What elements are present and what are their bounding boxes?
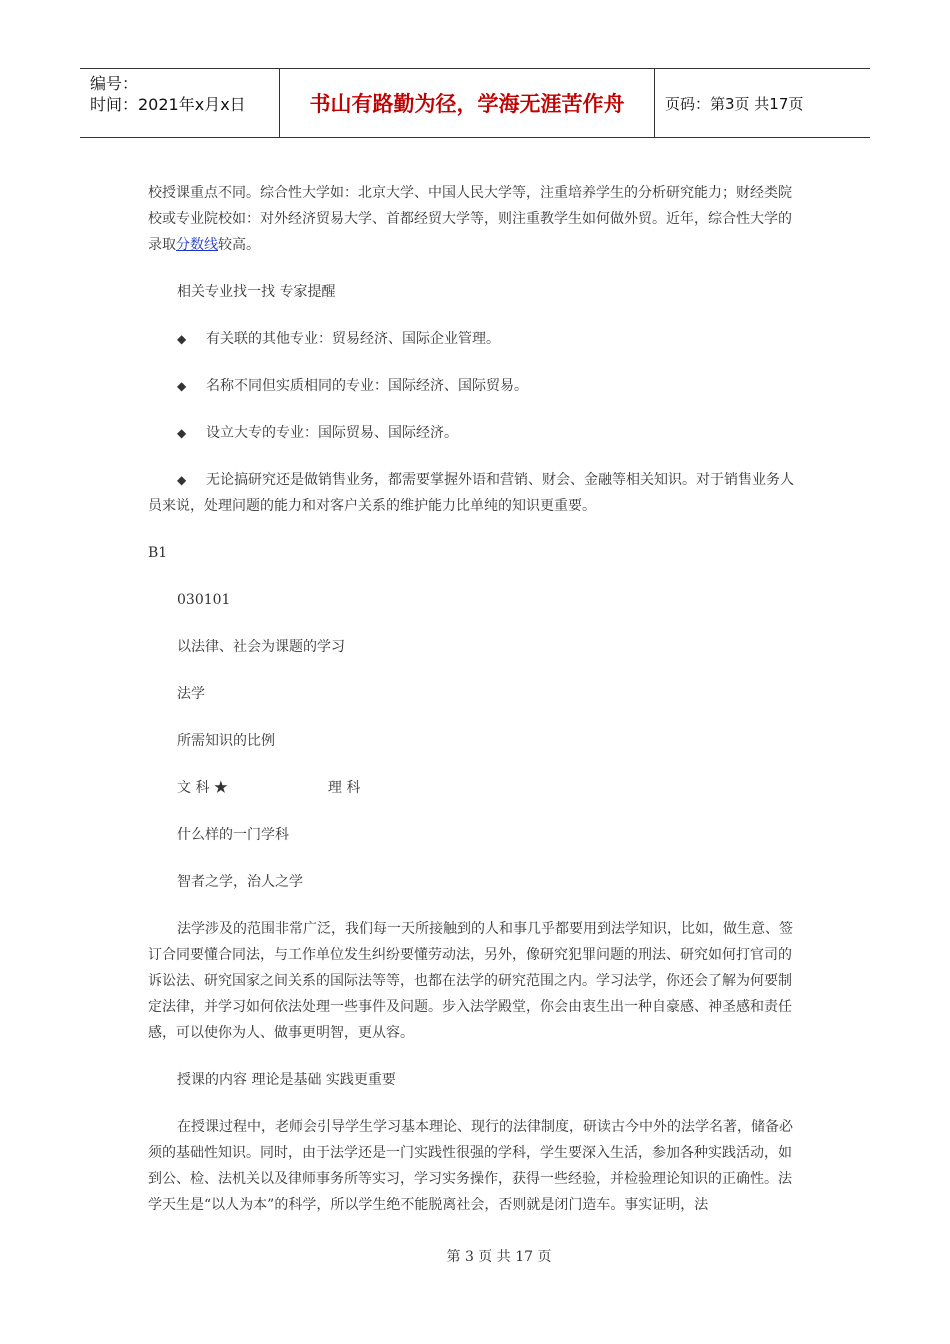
paragraph-intro: 校授课重点不同。综合性大学如：北京大学、中国人民大学等，注重培养学生的分析研究能力；财经类院校或专业院校如：对外经济贸易大学、首都经贸大学等，则注重教学生如何做外贸。近年，综合性大学的录取分数线较高。 xyxy=(148,185,792,253)
major-code: 030101 xyxy=(177,592,231,608)
score-line-link[interactable]: 分数线 xyxy=(176,237,218,253)
diamond-bullet-icon: ◆ xyxy=(177,379,187,393)
header-page-label: 页码：第3页 共17页 xyxy=(665,94,804,113)
list-item: ◆ 有关联的其他专业：贸易经济、国际企业管理。 xyxy=(148,326,798,352)
related-heading: 相关专业找一找 专家提醒 xyxy=(177,284,336,300)
page-footer: 第 3 页 共 17 页 xyxy=(446,1249,552,1265)
code-b1: B1 xyxy=(148,545,168,561)
teaching-paragraph: 在授课过程中，老师会引导学生学习基本理论、现行的法律制度，研读古今中外的法学名著，储备必须的基础性知识。同时，由于法学还是一门实践性很强的学科，学生要深入生活，参加各种实践活动，如到公、检、法机关以及律师事务所等实习，学习实务操作，获得一些经验，并检验理论知识的正确性。法学天生是“以人为本”的科学，所以学生绝不能脱离社会，否则就是闭门造车。事实证明，法 xyxy=(148,1119,793,1213)
number-label: 编号： xyxy=(90,74,139,93)
what-heading: 什么样的一门学科 xyxy=(177,827,289,843)
list-item: ◆ 名称不同但实质相同的专业：国际经济、国际贸易。 xyxy=(148,373,798,399)
header-motto: 书山有路勤为径，学海无涯苦作舟 xyxy=(280,69,655,137)
document-body xyxy=(148,180,798,1218)
diamond-bullet-icon: ◆ xyxy=(177,426,187,440)
list-item: ◆ 设立大专的专业：国际贸易、国际经济。 xyxy=(148,420,798,446)
science-label: 理 科 xyxy=(327,780,361,796)
page-header xyxy=(80,68,870,138)
tagline: 智者之学，治人之学 xyxy=(177,874,303,890)
time-label: 时间：2021年x月x日 xyxy=(90,95,246,114)
list-item: ◆ 无论搞研究还是做销售业务，都需要掌握外语和营销、财会、金融等相关知识。对于销售业务人员来说，处理问题的能力和对客户关系的维护能力比单纯的知识更重要。 xyxy=(148,467,798,519)
major-name: 法学 xyxy=(177,686,205,702)
ratio-line xyxy=(148,775,798,801)
teaching-heading: 授课的内容 理论是基础 实践更重要 xyxy=(177,1072,396,1088)
diamond-bullet-icon: ◆ xyxy=(177,332,187,346)
diamond-bullet-icon: ◆ xyxy=(177,473,187,487)
topic-line: 以法律、社会为课题的学习 xyxy=(177,639,345,655)
law-paragraph: 法学涉及的范围非常广泛，我们每一天所接触到的人和事几乎都要用到法学知识，比如，做生意、签订合同要懂合同法，与工作单位发生纠纷要懂劳动法，另外，像研究犯罪问题的刑法、研究如何打官司的诉讼法、研究国家之间关系的国际法等等，也都在法学的研究范围之内。学习法学，你还会了解为何要制定法律，并学习如何依法处理一些事件及问题。步入法学殿堂，你会由衷生出一种自豪感、神圣感和责任感，可以使你为人、做事更明智，更从容。 xyxy=(148,921,793,1041)
header-meta xyxy=(80,69,280,137)
liberal-arts-label: 文 科 ★ xyxy=(177,780,228,796)
ratio-heading: 所需知识的比例 xyxy=(177,733,275,749)
